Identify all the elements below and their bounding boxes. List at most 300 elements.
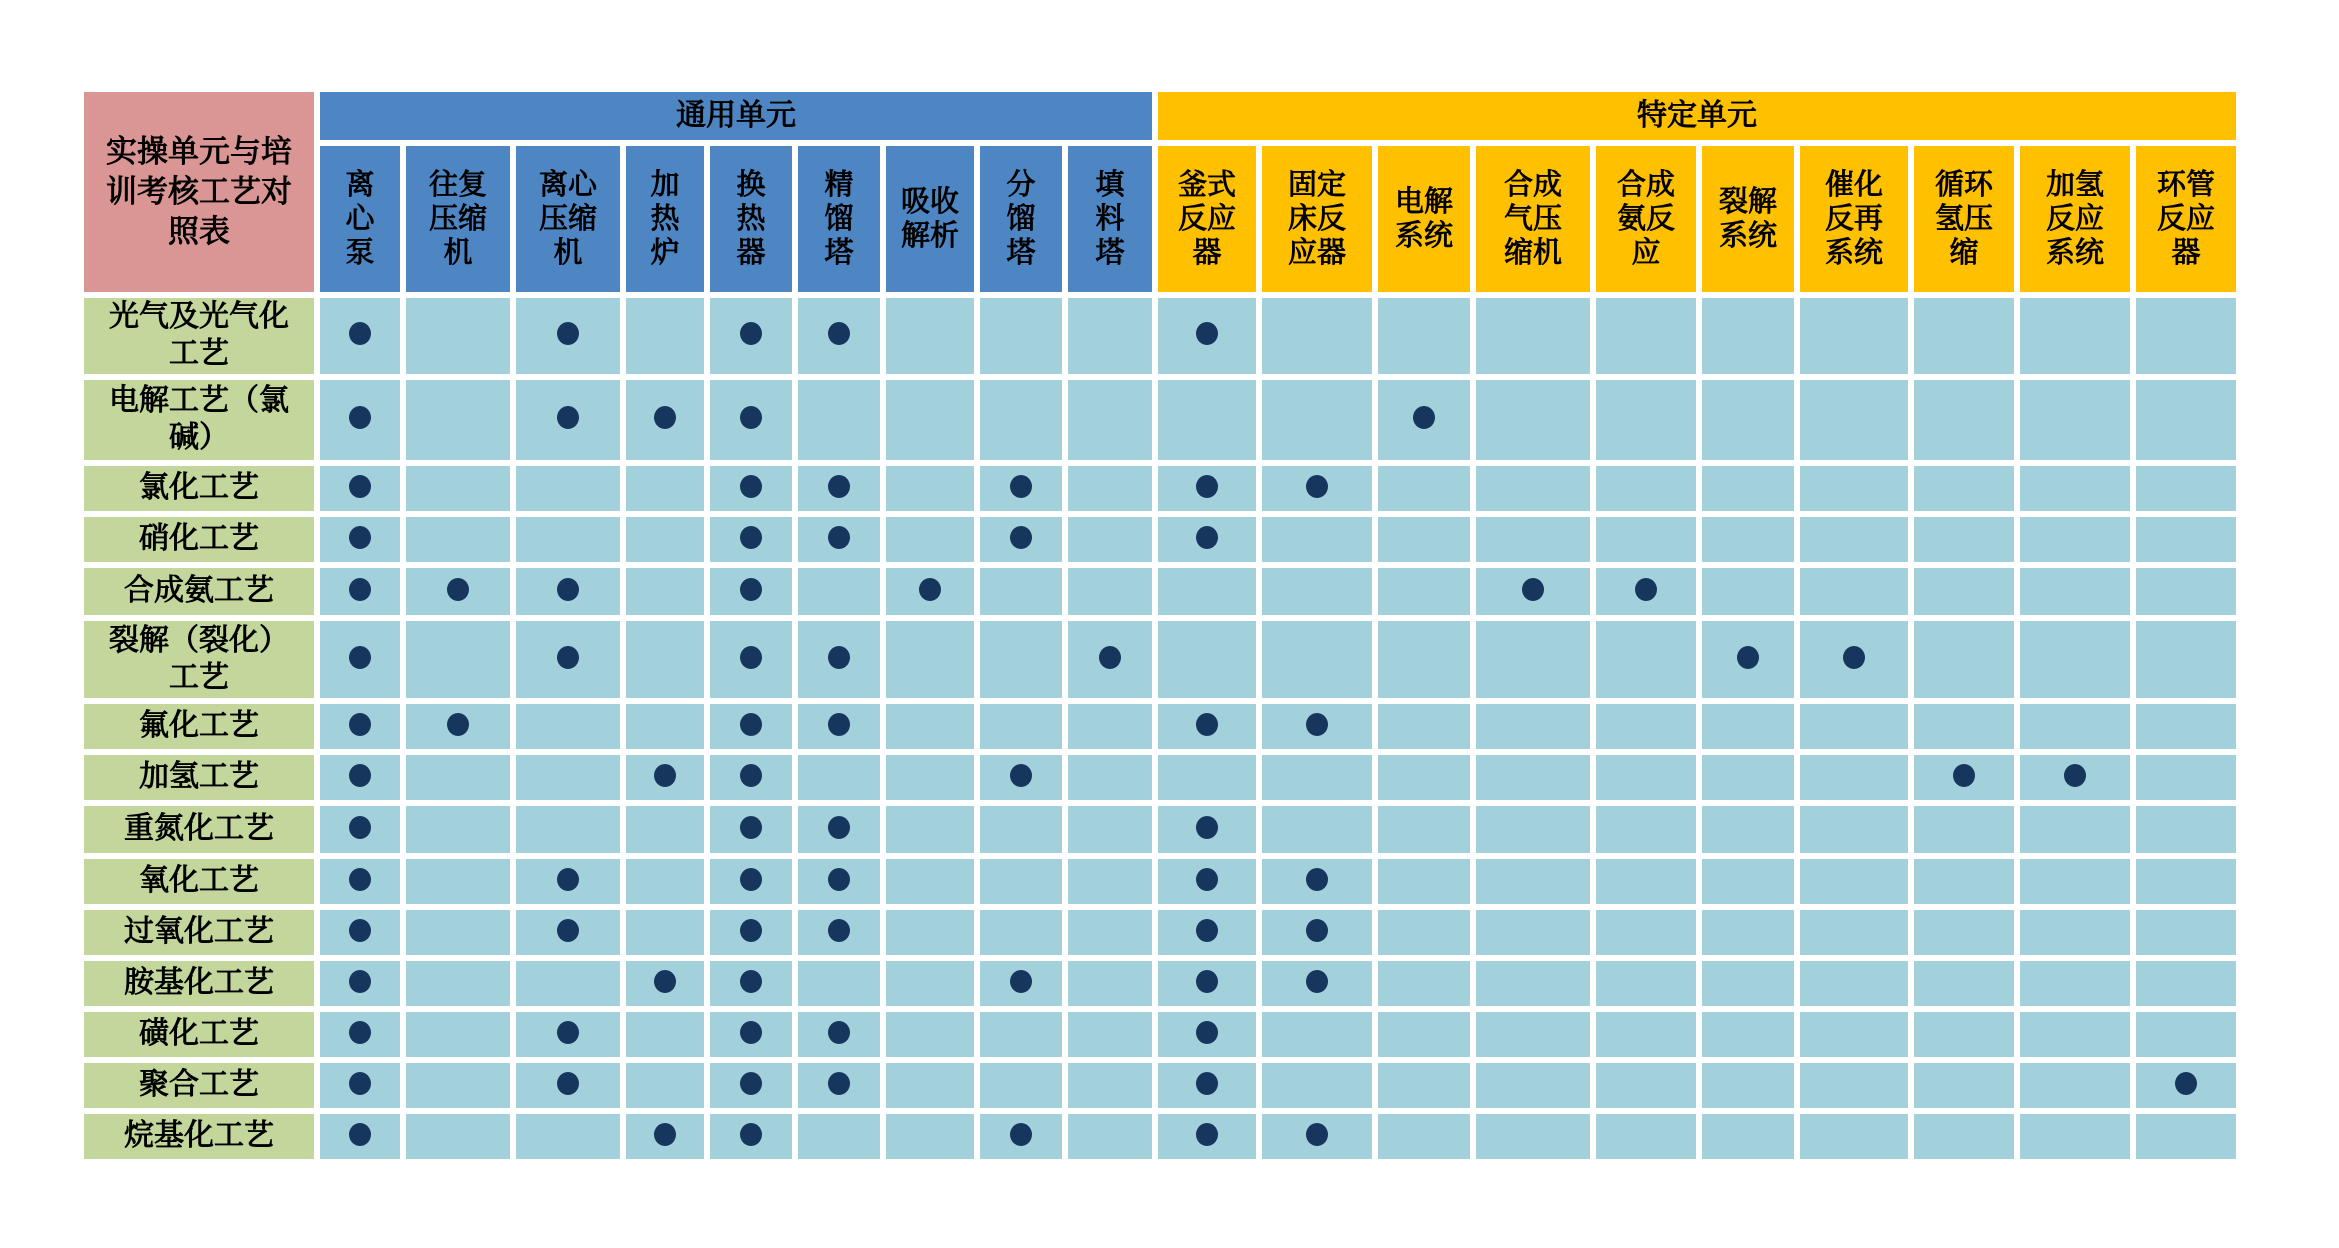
dot-marker	[740, 526, 762, 549]
matrix-cell	[1914, 859, 2014, 904]
matrix-cell	[798, 298, 880, 374]
matrix-cell	[516, 806, 620, 853]
matrix-cell	[1262, 961, 1372, 1006]
row-label: 硝化工艺	[84, 517, 314, 562]
matrix-cell	[886, 380, 974, 460]
matrix-cell	[1068, 517, 1152, 562]
row-label: 裂解（裂化）工艺	[84, 621, 314, 698]
dot-marker	[654, 970, 676, 993]
matrix-cell	[1476, 517, 1590, 562]
matrix-cell	[1158, 298, 1256, 374]
matrix-cell	[626, 1114, 704, 1159]
matrix-cell	[798, 961, 880, 1006]
matrix-cell	[1158, 517, 1256, 562]
matrix-cell	[886, 466, 974, 511]
dot-marker	[740, 578, 762, 601]
matrix-cell	[2020, 568, 2130, 615]
dot-marker	[349, 764, 371, 787]
matrix-cell	[980, 1012, 1062, 1057]
matrix-cell	[1068, 1012, 1152, 1057]
column-header-line: 反应	[2045, 202, 2104, 235]
matrix-cell	[1476, 859, 1590, 904]
dot-marker	[828, 1021, 850, 1044]
dot-marker	[828, 322, 850, 345]
matrix-cell	[626, 298, 704, 374]
column-header-line: 吸收	[900, 185, 959, 218]
matrix-cell	[320, 1012, 400, 1057]
matrix-cell	[2136, 380, 2236, 460]
column-header	[2136, 146, 2236, 292]
column-header	[1158, 146, 1256, 292]
dot-marker	[1306, 475, 1328, 498]
dot-marker	[740, 764, 762, 787]
column-header-line: 热	[650, 202, 680, 235]
column-header	[1596, 146, 1696, 292]
column-header-line: 压缩	[428, 202, 487, 235]
matrix-cell	[320, 961, 400, 1006]
dot-marker	[740, 713, 762, 736]
dot-marker	[557, 1021, 579, 1044]
column-header-line: 缩	[1949, 237, 1979, 270]
matrix-cell	[626, 517, 704, 562]
matrix-cell	[1596, 859, 1696, 904]
matrix-cell	[1158, 755, 1256, 800]
dot-marker	[654, 1123, 676, 1146]
dot-marker	[740, 475, 762, 498]
matrix-cell	[2020, 961, 2130, 1006]
row-label: 磺化工艺	[84, 1012, 314, 1057]
matrix-cell	[406, 910, 510, 955]
row-label: 烷基化工艺	[84, 1114, 314, 1159]
dot-marker	[557, 919, 579, 942]
matrix-cell	[2020, 704, 2130, 749]
column-header-line: 热	[736, 202, 766, 235]
matrix-cell	[406, 466, 510, 511]
matrix-cell	[1596, 466, 1696, 511]
matrix-cell	[1800, 755, 1908, 800]
matrix-cell	[516, 568, 620, 615]
matrix-cell	[516, 704, 620, 749]
matrix-cell	[1068, 704, 1152, 749]
matrix-cell	[980, 380, 1062, 460]
row-label: 合成氨工艺	[84, 568, 314, 615]
column-header-line: 馏	[1006, 202, 1036, 235]
dot-marker	[1196, 1021, 1218, 1044]
dot-marker	[349, 713, 371, 736]
matrix-cell	[516, 1063, 620, 1108]
matrix-cell	[1378, 517, 1470, 562]
matrix-cell	[516, 621, 620, 698]
column-header-line: 催化	[1824, 168, 1883, 201]
matrix-cell	[626, 961, 704, 1006]
dot-marker	[349, 1021, 371, 1044]
matrix-cell	[1158, 466, 1256, 511]
dot-marker	[349, 970, 371, 993]
matrix-cell	[2136, 961, 2236, 1006]
matrix-cell	[2136, 1063, 2236, 1108]
matrix-cell	[886, 859, 974, 904]
matrix-cell	[1068, 298, 1152, 374]
matrix-cell	[1702, 568, 1794, 615]
dot-marker	[349, 322, 371, 345]
column-header-line: 解析	[900, 220, 959, 252]
matrix-cell	[516, 1012, 620, 1057]
column-header-line: 反应	[2156, 202, 2215, 235]
matrix-cell	[1800, 380, 1908, 460]
matrix-cell	[2020, 859, 2130, 904]
matrix-cell	[1158, 859, 1256, 904]
dot-marker	[557, 1072, 579, 1095]
matrix-cell	[1068, 755, 1152, 800]
matrix-cell	[1596, 1114, 1696, 1159]
matrix-cell	[980, 466, 1062, 511]
matrix-cell	[1702, 517, 1794, 562]
dot-marker	[557, 868, 579, 891]
matrix-cell	[1158, 380, 1256, 460]
dot-marker	[740, 1072, 762, 1095]
matrix-cell	[1068, 859, 1152, 904]
matrix-cell	[516, 910, 620, 955]
dot-marker	[740, 646, 762, 669]
matrix-cell	[1476, 621, 1590, 698]
matrix-cell	[1800, 910, 1908, 955]
dot-marker	[828, 816, 850, 839]
dot-marker	[740, 816, 762, 839]
matrix-cell	[406, 859, 510, 904]
matrix-cell	[2136, 621, 2236, 698]
matrix-cell	[710, 704, 792, 749]
matrix-cell	[1262, 298, 1372, 374]
matrix-cell	[2020, 380, 2130, 460]
matrix-cell	[1702, 704, 1794, 749]
matrix-cell	[1476, 806, 1590, 853]
matrix-cell	[1914, 466, 2014, 511]
column-header-line: 床反	[1287, 202, 1346, 235]
matrix-cell	[1378, 755, 1470, 800]
matrix-cell	[516, 1114, 620, 1159]
matrix-cell	[886, 961, 974, 1006]
row-label: 电解工艺（氯碱）	[84, 380, 314, 460]
matrix-cell	[1262, 517, 1372, 562]
column-header	[516, 146, 620, 292]
matrix-cell	[1800, 859, 1908, 904]
matrix-cell	[2020, 806, 2130, 853]
matrix-cell	[516, 380, 620, 460]
matrix-cell	[320, 568, 400, 615]
dot-marker	[1196, 970, 1218, 993]
column-header-line: 机	[443, 237, 473, 270]
matrix-cell	[1158, 1114, 1256, 1159]
matrix-cell	[2136, 910, 2236, 955]
column-header-line: 固定	[1287, 168, 1346, 201]
dot-marker	[557, 578, 579, 601]
column-header-line: 反应	[1177, 202, 1236, 235]
matrix-cell	[1702, 298, 1794, 374]
column-header-line: 气压	[1503, 202, 1562, 235]
process-unit-matrix-table	[78, 86, 2242, 1165]
column-header	[2020, 146, 2130, 292]
matrix-cell	[1262, 806, 1372, 853]
matrix-cell	[798, 380, 880, 460]
column-header-line: 系统	[1718, 220, 1777, 252]
column-header-line: 往复	[428, 168, 487, 201]
matrix-cell	[1596, 806, 1696, 853]
dot-marker	[1196, 816, 1218, 839]
matrix-cell	[1378, 568, 1470, 615]
matrix-cell	[710, 621, 792, 698]
dot-marker	[828, 475, 850, 498]
matrix-cell	[406, 806, 510, 853]
matrix-cell	[710, 298, 792, 374]
matrix-cell	[406, 704, 510, 749]
matrix-cell	[1914, 517, 2014, 562]
matrix-cell	[1158, 806, 1256, 853]
matrix-cell	[2136, 517, 2236, 562]
matrix-cell	[886, 621, 974, 698]
matrix-cell	[1158, 568, 1256, 615]
column-header-line: 精	[824, 168, 854, 201]
matrix-cell	[1262, 910, 1372, 955]
column-header-line: 器	[1192, 237, 1222, 270]
matrix-cell	[516, 755, 620, 800]
matrix-cell	[798, 1063, 880, 1108]
column-header-line: 氨反	[1616, 202, 1675, 235]
dot-marker	[447, 713, 469, 736]
matrix-cell	[886, 298, 974, 374]
matrix-cell	[798, 517, 880, 562]
dot-marker	[1522, 578, 1544, 601]
dot-marker	[919, 578, 941, 601]
matrix-cell	[980, 859, 1062, 904]
column-header-line: 离	[345, 168, 375, 201]
column-header-line: 环管	[2156, 168, 2215, 201]
column-header-line: 系统	[1824, 237, 1883, 270]
matrix-cell	[1914, 910, 2014, 955]
dot-marker	[1196, 919, 1218, 942]
column-header-line: 加	[650, 168, 680, 201]
column-header-line: 机	[553, 237, 583, 270]
dot-marker	[1306, 1123, 1328, 1146]
dot-marker	[1413, 406, 1435, 429]
matrix-cell	[516, 961, 620, 1006]
matrix-cell	[1596, 910, 1696, 955]
matrix-cell	[1378, 1063, 1470, 1108]
matrix-cell	[710, 1012, 792, 1057]
column-header-line: 釜式	[1177, 168, 1236, 201]
matrix-cell	[1378, 466, 1470, 511]
dot-marker	[349, 578, 371, 601]
dot-marker	[1843, 646, 1865, 669]
matrix-cell	[2136, 704, 2236, 749]
matrix-cell	[886, 910, 974, 955]
matrix-cell	[1596, 621, 1696, 698]
column-header-line: 器	[2171, 237, 2201, 270]
matrix-cell	[798, 568, 880, 615]
dot-marker	[349, 1072, 371, 1095]
row-label: 氟化工艺	[84, 704, 314, 749]
column-header-line: 塔	[824, 237, 854, 270]
matrix-cell	[1800, 1063, 1908, 1108]
matrix-cell	[1800, 568, 1908, 615]
column-header-line: 合成	[1616, 168, 1675, 201]
matrix-cell	[2020, 517, 2130, 562]
column-header-line: 塔	[1095, 237, 1125, 270]
column-header-line: 塔	[1006, 237, 1036, 270]
group-header-general: 通用单元	[320, 92, 1152, 140]
matrix-cell	[1262, 1114, 1372, 1159]
column-header	[1378, 146, 1470, 292]
dot-marker	[828, 919, 850, 942]
matrix-cell	[710, 910, 792, 955]
matrix-cell	[320, 704, 400, 749]
dot-marker	[828, 646, 850, 669]
matrix-cell	[886, 517, 974, 562]
matrix-cell	[710, 568, 792, 615]
matrix-cell	[406, 568, 510, 615]
matrix-cell	[1378, 298, 1470, 374]
dot-marker	[740, 919, 762, 942]
matrix-cell	[1596, 1012, 1696, 1057]
dot-marker	[828, 1072, 850, 1095]
matrix-cell	[1914, 1063, 2014, 1108]
matrix-cell	[1068, 910, 1152, 955]
matrix-cell	[1702, 910, 1794, 955]
matrix-cell	[1476, 1114, 1590, 1159]
matrix-cell	[1262, 1012, 1372, 1057]
matrix-cell	[406, 517, 510, 562]
matrix-cell	[1068, 466, 1152, 511]
dot-marker	[349, 406, 371, 429]
dot-marker	[349, 919, 371, 942]
matrix-cell	[1262, 380, 1372, 460]
matrix-cell	[406, 755, 510, 800]
column-header-line: 填	[1095, 168, 1125, 201]
matrix-cell	[1800, 298, 1908, 374]
matrix-cell	[710, 806, 792, 853]
dot-marker	[349, 526, 371, 549]
matrix-cell	[1476, 704, 1590, 749]
matrix-cell	[1068, 1063, 1152, 1108]
matrix-cell	[1596, 755, 1696, 800]
dot-marker	[1196, 713, 1218, 736]
column-header-line: 压缩	[538, 202, 597, 235]
matrix-cell	[1914, 380, 2014, 460]
dot-marker	[1306, 970, 1328, 993]
column-header-line: 氢压	[1934, 202, 1993, 235]
matrix-cell	[1596, 298, 1696, 374]
matrix-cell	[1596, 380, 1696, 460]
matrix-cell	[406, 1114, 510, 1159]
matrix-cell	[2136, 1114, 2236, 1159]
matrix-cell	[1262, 621, 1372, 698]
matrix-cell	[1914, 806, 2014, 853]
dot-marker	[349, 475, 371, 498]
matrix-cell	[2020, 1012, 2130, 1057]
matrix-cell	[320, 1114, 400, 1159]
column-header-line: 料	[1095, 202, 1125, 235]
dot-marker	[828, 868, 850, 891]
dot-marker	[1306, 919, 1328, 942]
matrix-cell	[1068, 621, 1152, 698]
row-label: 光气及光气化工艺	[84, 298, 314, 374]
matrix-cell	[1476, 380, 1590, 460]
matrix-cell	[980, 961, 1062, 1006]
matrix-cell	[1378, 910, 1470, 955]
matrix-cell	[798, 704, 880, 749]
matrix-cell	[980, 755, 1062, 800]
matrix-cell	[1378, 380, 1470, 460]
column-header-line: 裂解	[1718, 185, 1777, 218]
matrix-cell	[1800, 961, 1908, 1006]
column-header	[626, 146, 704, 292]
matrix-cell	[1914, 1114, 2014, 1159]
matrix-cell	[1800, 806, 1908, 853]
column-header	[710, 146, 792, 292]
matrix-cell	[798, 1012, 880, 1057]
matrix-cell	[886, 806, 974, 853]
matrix-cell	[626, 755, 704, 800]
matrix-cell	[2020, 1063, 2130, 1108]
matrix-cell	[1378, 1012, 1470, 1057]
matrix-cell	[1800, 466, 1908, 511]
matrix-cell	[886, 1063, 974, 1108]
matrix-cell	[1262, 704, 1372, 749]
dot-marker	[1635, 578, 1657, 601]
dot-marker	[1010, 1123, 1032, 1146]
matrix-cell	[980, 621, 1062, 698]
dot-marker	[557, 646, 579, 669]
matrix-cell	[886, 704, 974, 749]
matrix-cell	[798, 1114, 880, 1159]
column-header	[1262, 146, 1372, 292]
matrix-cell	[406, 298, 510, 374]
matrix-cell	[1800, 517, 1908, 562]
dot-marker	[740, 1123, 762, 1146]
matrix-cell	[1596, 704, 1696, 749]
column-header-line: 泵	[345, 237, 375, 270]
dot-marker	[1010, 475, 1032, 498]
column-header-line: 炉	[650, 237, 680, 270]
dot-marker	[557, 322, 579, 345]
matrix-cell	[1158, 1063, 1256, 1108]
dot-marker	[1196, 1123, 1218, 1146]
matrix-cell	[1378, 1114, 1470, 1159]
matrix-cell	[1596, 1063, 1696, 1108]
matrix-cell	[2136, 755, 2236, 800]
matrix-cell	[320, 380, 400, 460]
matrix-cell	[798, 910, 880, 955]
matrix-cell	[1476, 910, 1590, 955]
matrix-cell	[1476, 755, 1590, 800]
column-header	[406, 146, 510, 292]
matrix-cell	[1158, 704, 1256, 749]
row-label: 氧化工艺	[84, 859, 314, 904]
matrix-cell	[980, 910, 1062, 955]
matrix-cell	[2136, 466, 2236, 511]
column-header	[1800, 146, 1908, 292]
column-header-line: 心	[345, 202, 375, 235]
matrix-cell	[1702, 859, 1794, 904]
column-header	[1068, 146, 1152, 292]
matrix-cell	[798, 755, 880, 800]
matrix-cell	[710, 517, 792, 562]
matrix-cell	[1702, 1063, 1794, 1108]
dot-marker	[740, 970, 762, 993]
matrix-cell	[320, 1063, 400, 1108]
dot-marker	[740, 1021, 762, 1044]
dot-marker	[349, 816, 371, 839]
matrix-cell	[710, 466, 792, 511]
